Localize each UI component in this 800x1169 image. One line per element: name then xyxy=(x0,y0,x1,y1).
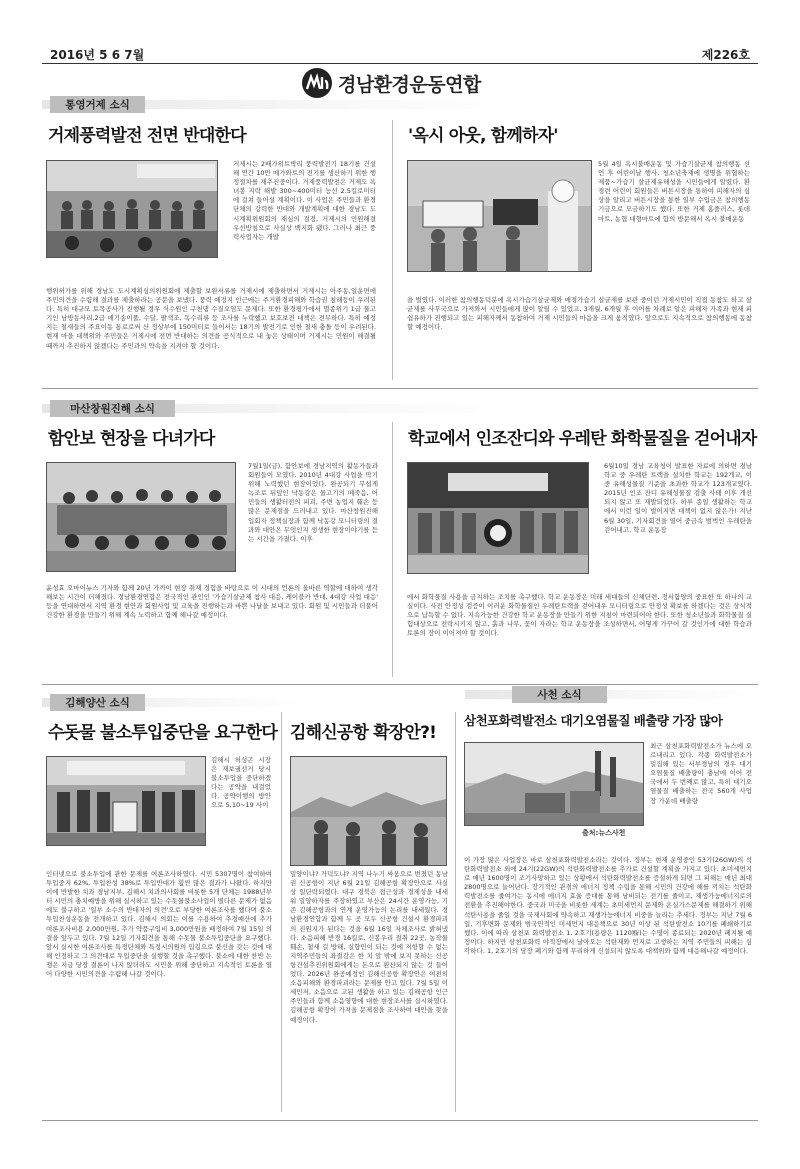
article-body-sacheon-side: 최근 삼천포화력발전소가 뉴스에 오르내리고 있다. 각종 화력발전소가 밀집해 있는 서부경남의 경우 대기오염물질 배출량이 충남에 이어 전국에서 두 번째로 많고, 특히 대기오염물질 배출하는 전국 560개 사업장 가운데 배출량 xyxy=(650,742,752,805)
article-title-school: 학교에서 인조잔디와 우레탄 화학물질을 걷어내자 xyxy=(408,429,757,449)
section-label-masan: 마산창원진해 소식 xyxy=(50,400,175,417)
photo-airport-survey xyxy=(290,756,447,866)
article-body-fluoride-main: 인터넷으로 불소투입에 관한 문제를 여론조사하였다. 시민 5307명이 참여하여 투입중지 62%, 투입찬성 38%로 투입반대가 훨씬 많은 결과가 나왔다. 하지만 이에 반발한 치과 경남지부, 김해시 치과의사회를 비롯한 5개 단체는 1988년부터 시민의 충치예방을 위해 실시하고 있는 수돗물불소사업이 별다른 문제가 없음에도 불구하고 '일부 소수의 반대자의 의견'으로 부당한 여론조사를 했다며 불소투입찬성운동을 전개하고 있다. 김해시 의회는 이를 수용하여 추경예산에 추가 여론조사비용 2,000만원, 추가 약품구입비 3,000만원을 배정하여 7월 15일 의결을 앞두고 있다. 7월 12일 기자회견을 통해 수돗물 불소투입중단을 요구했다. 앞서 실시한 여론조사를 특정단체와 특정시의원의 입김으로 불신을 갖는 것에 대해 인정하고 그 의견대로 투입중단을 실행할 것을 촉구했다. 불소에 대한 찬반 논쟁은 지금 당장 결론이 나지 않더라도 시민을 위해 중단하고 지속적인 토론을 열어 다양한 시민의견을 수렴해 나갈 것이다. xyxy=(46,870,272,979)
column-divider xyxy=(281,712,282,1112)
article-body-oxy-side: 5월 4일 옥시불매운동 및 가습기살균제 참의행동 선언 후 어린이날 행사, 청소년축제에 생명을 위협하는 제품~가습기 살균제유해성을 시민들에게 알렸다. 환경련 어린이 회원들은 버튼시장을 통하여 피해자의 심상을 알리고 버튼시장을 통한 일부 수입금은 참의행동기금으로 모금하기도 했다. 또한 거제 홈플러스, 롯데마트, 농협 대형마트에 함의 방문해서 옥시 불매운동 xyxy=(598,160,750,223)
masthead xyxy=(302,68,481,98)
photo-weir-group xyxy=(46,462,236,572)
footer-rule xyxy=(42,1120,758,1121)
article-body-sacheon-main: 이 가장 많은 사업장은 바로 삼천포화력발전소라는 것이다. 정부는 현재 운영중인 53기(26GW)의 석탄화력발전소 외에 24기(22GW)의 석탄화력발전소를 추가로 건설할 계획을 가지고 있다. 초미세먼지로 매년 1600명이 조기사망하고 있는 상황에서 석탄화력발전소를 증설하게 되면 그 피해는 매년 최대 2800명으로 늘어난다. 장기적인 관점의 에너지 정책 수립을 통해 시민의 건강에 해를 끼치는 석탄화력발전소를 줄여가는 동시에 에너지 효율 증대를 통해 남비되는 전기를 줄이고, 재생가능에너지로의 전환을 추진해야한다. 중국과 미국을 비롯한 세계는 초미세먼지 문제와 온실가스문제를 해결하기 위해 석탄사용을 줄일 것을 국제사회에 약속하고 재생가능에너지 비중을 늘리는 추세다. 정부는 지난 7월 6일, 기후변화 문제와 범국민적인 미세먼지 대응책으로 30년 이상 된 석탄발전소 10기를 폐쇄하기로 했다. 이에 따라 삼천포 화력발전소 1, 2호기(용량은 1120㎿)는 수명이 종료되는 2020년 폐지될 예정이다. 하지만 삼천포화력 야적장에서 날아오는 석탄재와 먼지로 고생하는 지역 주민들의 피해는 심각하다. 1, 2호기의 당장 폐기와 함께 무리하게 신설되지 않도록 대책위와 함께 대응해나갈 예정이다. xyxy=(464,856,752,955)
photo-caption-sacheon: 출처:뉴스사천 xyxy=(582,829,626,837)
column-divider xyxy=(392,422,393,677)
article-body-airport: 밀양이냐? 가덕도냐? 지역 나누기 싸움으로 번졌던 동남권 신공항이 지난 6월 21일 김해공항 확장안으로 사실상 일단락되었다. 대구 경북은 접근성과 경제성을 내세워 밀양하자를 주장하였고 부산은 24시간 운영가능, 기존 김해공항과의 연계 운영가능의 논리를 내세웠다. 경남환경연합과 함께 두 곳 모두 신공항 건설시 환경파괴의 진원지가 된다는 것을 6월 16일 자체조사로 밝혀냈다. 소음피해 반경 16킬로, 신봉우리 절취 22곳, 농작물 훼손, 철새 길 방해, 실향민이 되는 것에 저항할 수 없는 지역주민들의 좌절감은 한 치 앞 밖에 보지 못하는 신공항건설추진위원회에게는 돈으로 환산되지 않는 것 들이었다. 2026년 완공예정인 김해신공항 확장안은 여전히 소음피해와 환경파괴라는 문제를 안고 있다. 7월 5일 이 세민저, 소음으로 고된 생활을 하고 있는 김해공항 인근 주민들과 함께 소음영향에 대한 현장조사를 실시하였다. 김해공항 확장이 가져올 문제점을 조사하여 대안을 찾을 예정이다. xyxy=(290,870,448,1024)
article-title-fluoride: 수돗물 불소투입중단을 요구한다 xyxy=(48,723,277,743)
article-body-fluoride-side: 김해시 허성곤 시장은 재보궐선거 당시 불소투입을 중단하겠다는 공약을 내걸었다. 공약이행의 방안으로 5,10~19 사이 xyxy=(211,756,271,810)
article-body-school-main: 에서 화학물질 사용을 금지하는 조치를 촉구했다. 학교 운동장은 미래 세대들의 신체단련, 정서함양의 중요한 또 하나의 교실이다. 사전 안정성 검증이 이러운 화학물질인 우레탄트랙을 걷어내우 모니터링으로 안정성 확보를 하겠다는 것은 상식적으로 납득할 수 없다. 지속가능한 건강한 학교 운동장을 만들기 위한 지침이 마련되어야 한다. 또한 청소년들과 화학물질 실험대상으로 전락시키지 않고, 흙과 나무, 꽃이 자라는 학교 운동장을 조성하면서, 어떻게 가꾸어 갈 것인가에 대한 학습과 토론의 장이 이어져야 할 것이다. xyxy=(407,593,752,638)
kfem-logo-mark-icon xyxy=(302,68,332,98)
article-title-oxy: '옥시 아웃, 함께하자' xyxy=(408,126,558,146)
article-body-wind-main: 행위허가를 위해 경남도 도시계획심의위원회에 제출할 보완서류를 거제시에 제출하면서 거제시는 아주동,일운면에 주민의견을 수렴해 결과를 제출하라는 공문을 보냈다. 풍력 예정지 인근에는 주거환경피해와 학습권 침해등이 우려된다. 특히 대규모 토목공사가 진행될 경우 식수원인 구천댐 수질오염도 문제다. 또한 환경평가에서 멸종위기 1급 물고기인 남방동사리,2급 애기송이풀, 수달, 팔색조, 독수리류 등 조사를 누락했고 보호보전 대책은 전무하다. 특히 예정지는 철새들의 주요이동 통로로써 산 정상부에 150미터로 들어서는 18기의 발전기로 인한 철새 충돌 등이 우려된다. 현재 마을 대책위와 주민들은 거제시에 전면 반대하는 의견을 공식적으로 내 놓은 상태이며 거제시는 민원이 해결될 때까지 추진하지 않겠다는 주민과의 약속을 지켜야 할 것이다. xyxy=(46,287,376,350)
section-rule xyxy=(42,684,758,685)
photo-school-press xyxy=(407,462,589,574)
article-body-wind-side: 거제시는 2배가위트박리 풍력발전기 18기를 건설해 연간 10만 메가와트의 전기를 생산하기 위한 행정절차를 재추진중이다. 거제풍력발전은 거제도 옥녀봉 지락 해발 300~400미터 능선 2.5킬로미터에 걸쳐 들어설 계획이다. 이 사업은 주민들과 환경단체의 강력한 반대와 개발계획에 대한 경남도 도시계획위원회의 재심의 결정, 거제시의 민원해결 우선방침으로 사실상 백지화 됐다. 그러나 최근 풍력사업자는 개발 xyxy=(233,160,376,241)
article-body-weir-main: 윤성효 오마이뉴스 기자와 함께 20년 가까이 현장 취재 경험을 바탕으로 이 시대의 언론의 올바른 역할에 대하여 생각해보는 시간이 더해졌다. 경남환경연합은 전국적인 관인인 '가습기살균제 참사 대응, 케이블카 반대, 4대강 사업 대응' 등을 연대하면서 지역 환경 현안과 회원사업 및 교육을 진행하는과 바쁜 나날을 보내고 있다. 회원 및 시민들과 더불어 건강한 환경을 만들기 위해 계속 노력하고 함께 해나갈 예정이다. xyxy=(46,584,378,620)
section-band xyxy=(465,690,755,699)
section-label-sacheon: 사천 소식 xyxy=(512,686,607,703)
section-label-gimhae: 김해양산 소식 xyxy=(50,694,145,711)
photo-oxy-campaign xyxy=(407,160,592,272)
article-body-weir-side: 7월1일(금), 함안보에 경남지역의 활동가들과 회원들이 모였다. 2010년 4대강 사업을 막기 위해 노력했던 현장이었다. 완공되기 무섭게 녹조로 뒤덮인 낙동강은 물고기의 떼죽음, 어민들의 생활터전의 피괴, 주변 농업지 훼손 등 많은 문제점을 드러내고 있다. 마산창원진해 입회자 정책실장과 함께 낙동강 모니터링의 결과와 대안은 무엇인지 생생한 현장이야기를 듣는 시간을 가졌다. 이후 xyxy=(248,462,378,543)
column-divider xyxy=(392,120,393,380)
article-body-school-side: 6월10일 경남 교육청이 발표한 자료에 의하면 경남 학교 중 우레탄 트랙을 설치한 학교는 192개교, 이 중 유해성물질 기준을 초과한 학교가 123개교였다. 2015년 인조 잔디 유해성물질 검출 사태 이후 개선되지 않고 또 재발되었다. 하루 종일 생활하는 학교에서 이런 일이 벌어지면 대책이 없지 않은가! 지난 6월 30일, 기자회견을 열어 중금속 범벅인 우레탄을 걷어내고, 학교 운동장 xyxy=(604,462,752,534)
article-title-sacheon: 삼천포화력발전소 대기오염물질 배출량 가장 많아 xyxy=(464,713,723,728)
section-rule xyxy=(42,388,758,389)
issue-number: 제226호 xyxy=(701,48,750,62)
photo-fluoride-press xyxy=(46,756,206,846)
article-body-oxy-main: 을 벌였다. 이러한 참의행동덕분에 옥시가습기살균제와 애경가습기 살균제를 보관 중이던 거제시민이 직접 동참도 하고 살균제를 사무국으로 가져와서 시민들에게 많이 알릴 수 있었고, 3개월, 6개월 후 이어를 차례로 알은 피해자 가족과 현재 피 쉽유하가 진행되고 있는 피해자께서 동참하여 거제 시민들의 마음을 크게 움직였다. 앞으로도 지속적으로 참의행동에 동참할 예정이다. xyxy=(407,296,752,332)
photo-wind-conference xyxy=(46,160,218,258)
article-title-weir: 함안보 현장을 다녀가다 xyxy=(48,429,215,449)
article-title-wind: 거제풍력발전 전면 반대한다 xyxy=(48,126,246,146)
org-name: 경남환경운동연합 xyxy=(338,73,481,96)
issue-date: 2016년 5 6 7월 xyxy=(50,48,145,62)
header-rule xyxy=(42,63,758,64)
article-title-airport: 김해신공항 확장안?! xyxy=(290,723,437,743)
photo-sacheon-plant xyxy=(464,742,644,826)
column-divider xyxy=(455,712,456,1112)
section-label-tongyeong: 통영거제 소식 xyxy=(50,96,145,113)
